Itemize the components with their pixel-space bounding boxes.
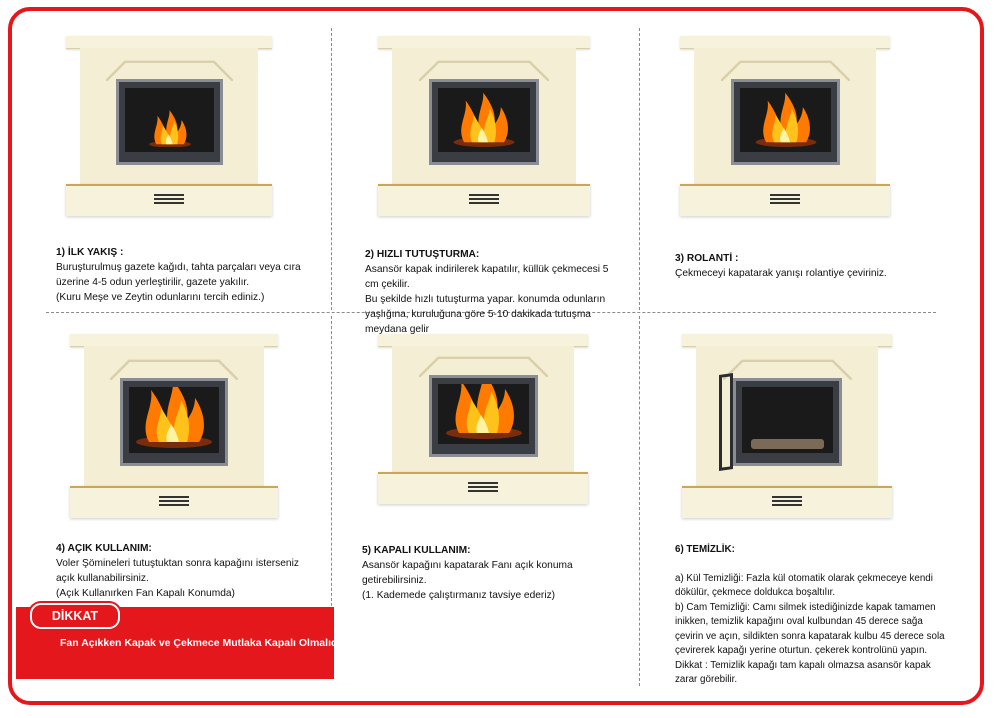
vent-grille bbox=[770, 194, 800, 206]
firebox-insert bbox=[429, 79, 539, 165]
arch-trim bbox=[419, 57, 549, 81]
divider-vertical-2 bbox=[639, 28, 640, 310]
firebox-insert bbox=[429, 375, 538, 457]
flame-icon bbox=[145, 109, 195, 148]
flame-icon bbox=[448, 91, 520, 147]
panel-3-body: Çekmeceyi kapatarak yanışı rolantiye çeviriniz. bbox=[675, 268, 887, 279]
firebox-glass bbox=[438, 88, 530, 152]
panel-1-text bbox=[56, 230, 316, 320]
divider-vertical-3 bbox=[331, 316, 332, 606]
panel-3-text bbox=[675, 236, 905, 281]
firebox-glass bbox=[740, 88, 831, 152]
panel-5-body: Asansör kapağını kapatarak Fanı açık konuma getirebilirsiniz. bbox=[362, 560, 573, 586]
arch-trim bbox=[106, 57, 233, 81]
vent-grille bbox=[154, 194, 184, 206]
panel-2-text bbox=[365, 232, 615, 352]
firebox-insert bbox=[731, 79, 840, 165]
panel-4-body: Voler Şömineleri tutuştuktan sonra kapağını isterseniz açık kullanabilirsiniz. bbox=[56, 558, 299, 584]
vent-grille bbox=[772, 496, 802, 508]
divider-vertical-4 bbox=[639, 316, 640, 686]
panel-5-title: 5) KAPALI KULLANIM: bbox=[362, 545, 471, 556]
firebox-glass bbox=[742, 387, 833, 453]
open-door bbox=[719, 373, 733, 471]
flame-icon bbox=[750, 91, 822, 147]
arch-trim bbox=[110, 356, 238, 380]
panel-5-text bbox=[362, 528, 622, 618]
panel-2-note: Bu şekilde hızlı tutuşturma yapar. konumda odunların yaşlığına, kuruluğuna göre 5-10 dakikada tutuşma meydana gelir bbox=[365, 294, 606, 335]
panel-6-text bbox=[675, 528, 950, 702]
panel-2-body: Asansör kapak indirilerek kapatılır, küllük çekmecesi 5 cm çekilir. bbox=[365, 264, 609, 290]
firebox-glass bbox=[125, 88, 214, 152]
firebox-glass bbox=[129, 387, 219, 453]
flame-icon bbox=[129, 387, 219, 448]
panel-4-title: 4) AÇIK KULLANIM: bbox=[56, 543, 152, 554]
firebox-glass bbox=[438, 384, 529, 444]
arch-trim bbox=[723, 356, 852, 380]
fireplace-image-3 bbox=[680, 36, 890, 216]
firebox-insert bbox=[116, 79, 223, 165]
panel-6-title: 6) TEMİZLİK: bbox=[675, 543, 735, 555]
flame-icon bbox=[439, 384, 529, 439]
divider-vertical-1 bbox=[331, 28, 332, 310]
fireplace-image-6 bbox=[682, 334, 892, 518]
panel-1-title: 1) İLK YAKIŞ : bbox=[56, 247, 124, 258]
arch-trim bbox=[419, 353, 548, 377]
warning-text: Fan Açıkken Kapak ve Çekmece Mutlaka Kapalı Olmalıdır. bbox=[60, 637, 347, 649]
warning-badge: DİKKAT bbox=[30, 603, 120, 629]
vent-grille bbox=[468, 482, 498, 494]
firebox-insert bbox=[733, 378, 842, 466]
fireplace-image-4 bbox=[70, 334, 278, 518]
fireplace-image-1 bbox=[66, 36, 272, 216]
fireplace-image-2 bbox=[378, 36, 590, 216]
panel-2-title: 2) HIZLI TUTUŞTURMA: bbox=[365, 249, 480, 260]
fireplace-image-5 bbox=[378, 334, 588, 504]
panel-4-note: (Açık Kullanırken Fan Kapalı Konumda) bbox=[56, 588, 235, 599]
panel-5-note: (1. Kademede çalıştırmanız tavsiye ederiz) bbox=[362, 590, 556, 601]
arch-trim bbox=[721, 57, 850, 81]
firebox-insert bbox=[120, 378, 228, 466]
vent-grille bbox=[159, 496, 189, 508]
panel-1-body: Buruşturulmuş gazete kağıdı, tahta parçaları veya cıra üzerine 4-5 odun yerleştirilir, gazete yakılır. bbox=[56, 262, 301, 288]
panel-3-title: 3) ROLANTİ : bbox=[675, 253, 739, 264]
panel-1-note: (Kuru Meşe ve Zeytin odunlarını tercih ediniz.) bbox=[56, 292, 265, 303]
vent-grille bbox=[469, 194, 499, 206]
panel-6-body: a) Kül Temizliği: Fazla kül otomatik olarak çekmeceye kendi dökülür, çekmece doldukca boşaltılır. b) Cam Temizliği: Camı silmek istediğinizde kapak tamamen inikken, temizlik kapağını oval kulbundan 45 derece sağa çevirin ve açın, sildikten sonra kapatarak kulbu 45 derece sola çevirerek kapağı yerine oturtun. çekerek kontrolünü yapın. Dikkat : Temizlik kapağı tam kapalı olmazsa asansör kapak zarar görebilir. bbox=[675, 572, 945, 685]
